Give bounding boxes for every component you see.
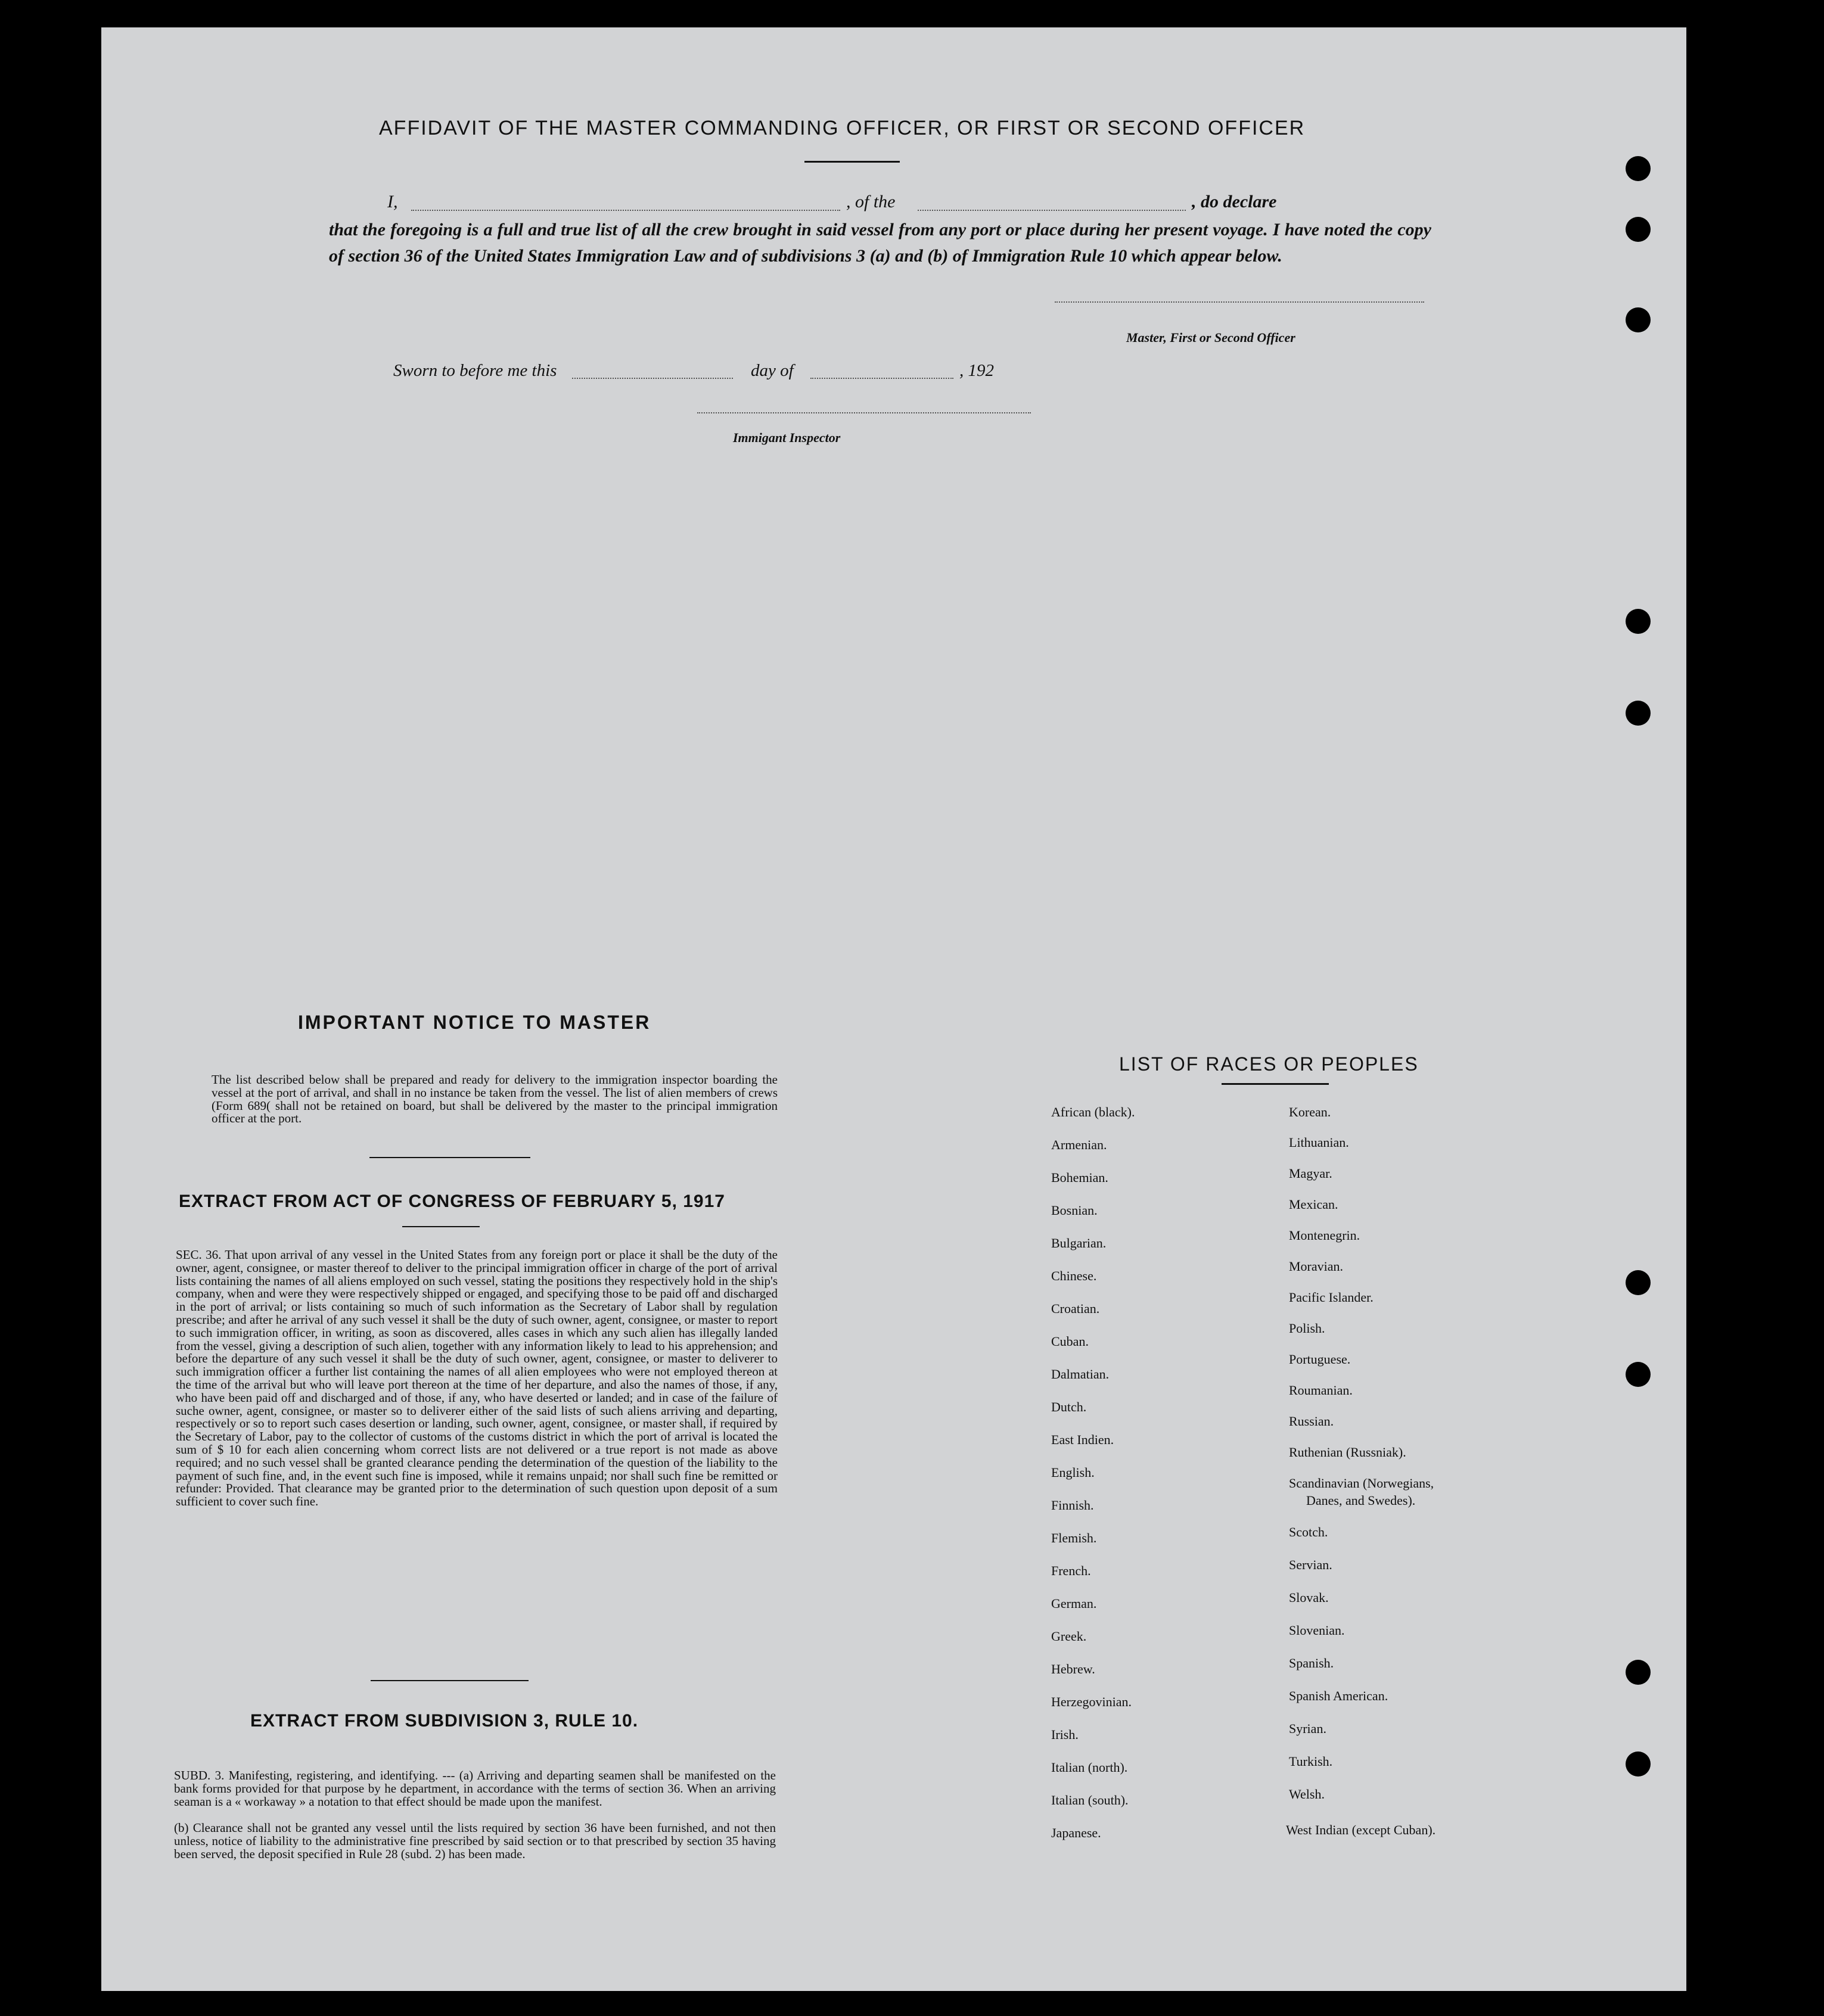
race-item: Welsh. [1289, 1787, 1325, 1802]
officer-label: Master, First or Second Officer [1126, 330, 1295, 345]
race-item: Korean. [1289, 1105, 1331, 1119]
affidavit-declaration: that the foregoing is a full and true list of all the crew brought in said vessel from any port or place during her present voyage. I have noted the copy of section 36 of the United States Immigration Law and of subdivisions 3 (a) and (b) of Immigration Rule 10 which appear below. [329, 220, 1431, 266]
binder-hole [1626, 1751, 1651, 1777]
race-item: Flemish. [1051, 1530, 1097, 1545]
year-text: , 192 [959, 361, 994, 380]
race-item: Lithuanian. [1289, 1135, 1349, 1150]
race-item: English. [1051, 1465, 1095, 1480]
race-item: Pacific Islander. [1289, 1290, 1374, 1305]
race-item: Japanese. [1051, 1825, 1101, 1840]
title-underline [804, 161, 900, 163]
binder-hole [1626, 1270, 1651, 1295]
act-text: SEC. 36. That upon arrival of any vessel in the United States from any foreign port or place it shall be the duty of the owner, agent, consignee, or master thereof to deliver to the principal immigration officer in charge of the port of arrival lists containing the names of all aliens employed on such vessel, stating the positions they respectively hold in the ship's company, when and were they were respectively shipped or engaged, and specifying those to be paid off and discharged in the port of arrival; or lists containing so much of such information as the Secretary of Labor shall by regulation prescribe; and after he arrival of any such vessel it shall be the duty of such owner, agent, consignee, or master to report to such immigration officer, in writing, as soon as discovered, alles cases in which any such alien has illegally landed from the vessel, giving a description of such alien, together with any information likely to lead to his apprehension; and before the departure of any such vessel it shall be the duty of such owner, agent, consignee, or master to deliverer to such immigration officer a further list containing the names of all alien employees who were not employed thereon at the time of the arrival but who will leave port thereon at the time of her departure, and also the names of those, if any, who have been paid off and discharged and of those, if any, who have deserted or landed; and in case of the failure of suche owner, agent, consignee, or master so to deliverer either of the said lists of such aliens arriving and departing, respectively or so to report such cases desertion or landing, such owner, agent, consignee, or master shall, if required by the Secretary of Labor, pay to the collector of customs of the customs district in which the port of arrival is located the sum of $ 10 for each alien concerning whom correct lists are not delivered or a true report is not made as above required; and no such vessel shall be granted clearance pending the determination of the question of the liability to the payment of such fine, and, in the event such fine is imposed, while it remains unpaid; nor shall such fine be remitted or refunder: Provided. That clearance may be granted prior to the determination of such question upon deposit of a sum sufficient to cover such fine. [176, 1247, 778, 1509]
race-item: Dutch. [1051, 1399, 1087, 1414]
race-item: East Indien. [1051, 1432, 1114, 1447]
affidavit-do-declare: , do declare [1192, 192, 1277, 211]
race-item: French. [1051, 1563, 1091, 1578]
document-page [101, 27, 1686, 1991]
divider [402, 1226, 480, 1227]
race-item: West Indian (except Cuban). [1286, 1822, 1436, 1837]
race-item: Magyar. [1289, 1166, 1332, 1181]
affidavit-of-the: , of the [846, 192, 896, 211]
binder-hole [1626, 156, 1651, 181]
race-item: Danes, and Swedes). [1306, 1493, 1416, 1508]
races-underline [1222, 1083, 1329, 1085]
notice-title: IMPORTANT NOTICE TO MASTER [298, 1012, 651, 1033]
race-item: Slovenian. [1289, 1623, 1345, 1638]
race-item: Roumanian. [1289, 1383, 1353, 1398]
race-item: Scandinavian (Norwegians, [1289, 1476, 1434, 1491]
affidavit-title: AFFIDAVIT OF THE MASTER COMMANDING OFFICER, OR FIRST OR SECOND OFFICER [379, 117, 1306, 139]
race-item: Dalmatian. [1051, 1367, 1110, 1382]
race-item: Irish. [1051, 1727, 1079, 1742]
race-item: Hebrew. [1051, 1662, 1095, 1676]
race-item: Chinese. [1051, 1268, 1097, 1283]
sworn-text: Sworn to before me this [393, 361, 557, 380]
race-item: German. [1051, 1596, 1097, 1611]
race-item: Bulgarian. [1051, 1236, 1107, 1250]
inspector-signature-line [697, 412, 1031, 413]
race-item: Bohemian. [1051, 1170, 1108, 1185]
race-item: Servian. [1289, 1557, 1332, 1572]
race-item: Montenegrin. [1289, 1228, 1360, 1243]
binder-hole [1626, 1660, 1651, 1685]
race-item: Greek. [1051, 1629, 1087, 1644]
race-item: Armenian. [1051, 1137, 1107, 1152]
notice-text: The list described below shall be prepared and ready for delivery to the immigration inspector boarding the vessel at the port of arrival, and shall in no instance be taken from the vessel. The list of alien members of crews (Form 689( shall not be retained on board, but shall be delivered by the master to the principal immigration officer at the port. [212, 1072, 778, 1126]
race-item: Finnish. [1051, 1498, 1094, 1513]
name-line [411, 210, 840, 211]
race-item: Croatian. [1051, 1301, 1100, 1316]
race-item: Russian. [1289, 1414, 1334, 1429]
race-item: African (black). [1051, 1105, 1135, 1119]
binder-hole [1626, 609, 1651, 634]
binder-hole [1626, 701, 1651, 726]
inspector-label: Immigant Inspector [733, 430, 841, 445]
act-title: EXTRACT FROM ACT OF CONGRESS OF FEBRUARY 5, 1917 [179, 1191, 725, 1211]
binder-hole [1626, 1362, 1651, 1387]
rule10-subd-b: (b) Clearance shall not be granted any vessel until the lists required by section 36 have been furnished, and not then unless, notice of liability to the administrative fine prescribed by said section or to that prescribed by section 35 having been served, the deposit specified in Rule 28 (subd. 2) has been made. [174, 1821, 776, 1861]
race-item: Bosnian. [1051, 1203, 1098, 1218]
race-item: Polish. [1289, 1321, 1325, 1336]
race-item: Italian (south). [1051, 1793, 1129, 1807]
race-item: Herzegovinian. [1051, 1694, 1132, 1709]
divider [369, 1157, 530, 1158]
race-item: Spanish American. [1289, 1688, 1388, 1703]
sworn-month-line [810, 378, 953, 379]
race-item: Mexican. [1289, 1197, 1338, 1212]
race-item: Scotch. [1289, 1525, 1328, 1539]
divider [371, 1680, 529, 1681]
race-item: Spanish. [1289, 1656, 1334, 1670]
race-item: Syrian. [1289, 1721, 1326, 1736]
race-item: Cuban. [1051, 1334, 1089, 1349]
binder-hole [1626, 217, 1651, 242]
officer-signature-line [1055, 301, 1424, 303]
races-title: LIST OF RACES OR PEOPLES [1119, 1053, 1419, 1075]
vessel-line [918, 210, 1186, 211]
race-item: Moravian. [1289, 1259, 1344, 1274]
race-item: Turkish. [1289, 1754, 1333, 1769]
rule10-title: EXTRACT FROM SUBDIVISION 3, RULE 10. [250, 1711, 639, 1731]
race-item: Ruthenian (Russniak). [1289, 1445, 1406, 1460]
race-item: Italian (north). [1051, 1760, 1128, 1775]
race-item: Slovak. [1289, 1590, 1329, 1605]
day-of-text: day of [751, 361, 794, 380]
binder-hole [1626, 307, 1651, 332]
rule10-subd-a: SUBD. 3. Manifesting, registering, and identifying. --- (a) Arriving and departing seamen shall be manifested on the bank forms provided for that purpose by he department, in accordance with the terms of section 36. When an arriving seaman is a « workaway » a notation to that effect should be made upon the manifest. [174, 1768, 776, 1809]
sworn-day-line [572, 378, 733, 379]
race-item: Portuguese. [1289, 1352, 1351, 1367]
affidavit-i: I, [387, 192, 398, 211]
